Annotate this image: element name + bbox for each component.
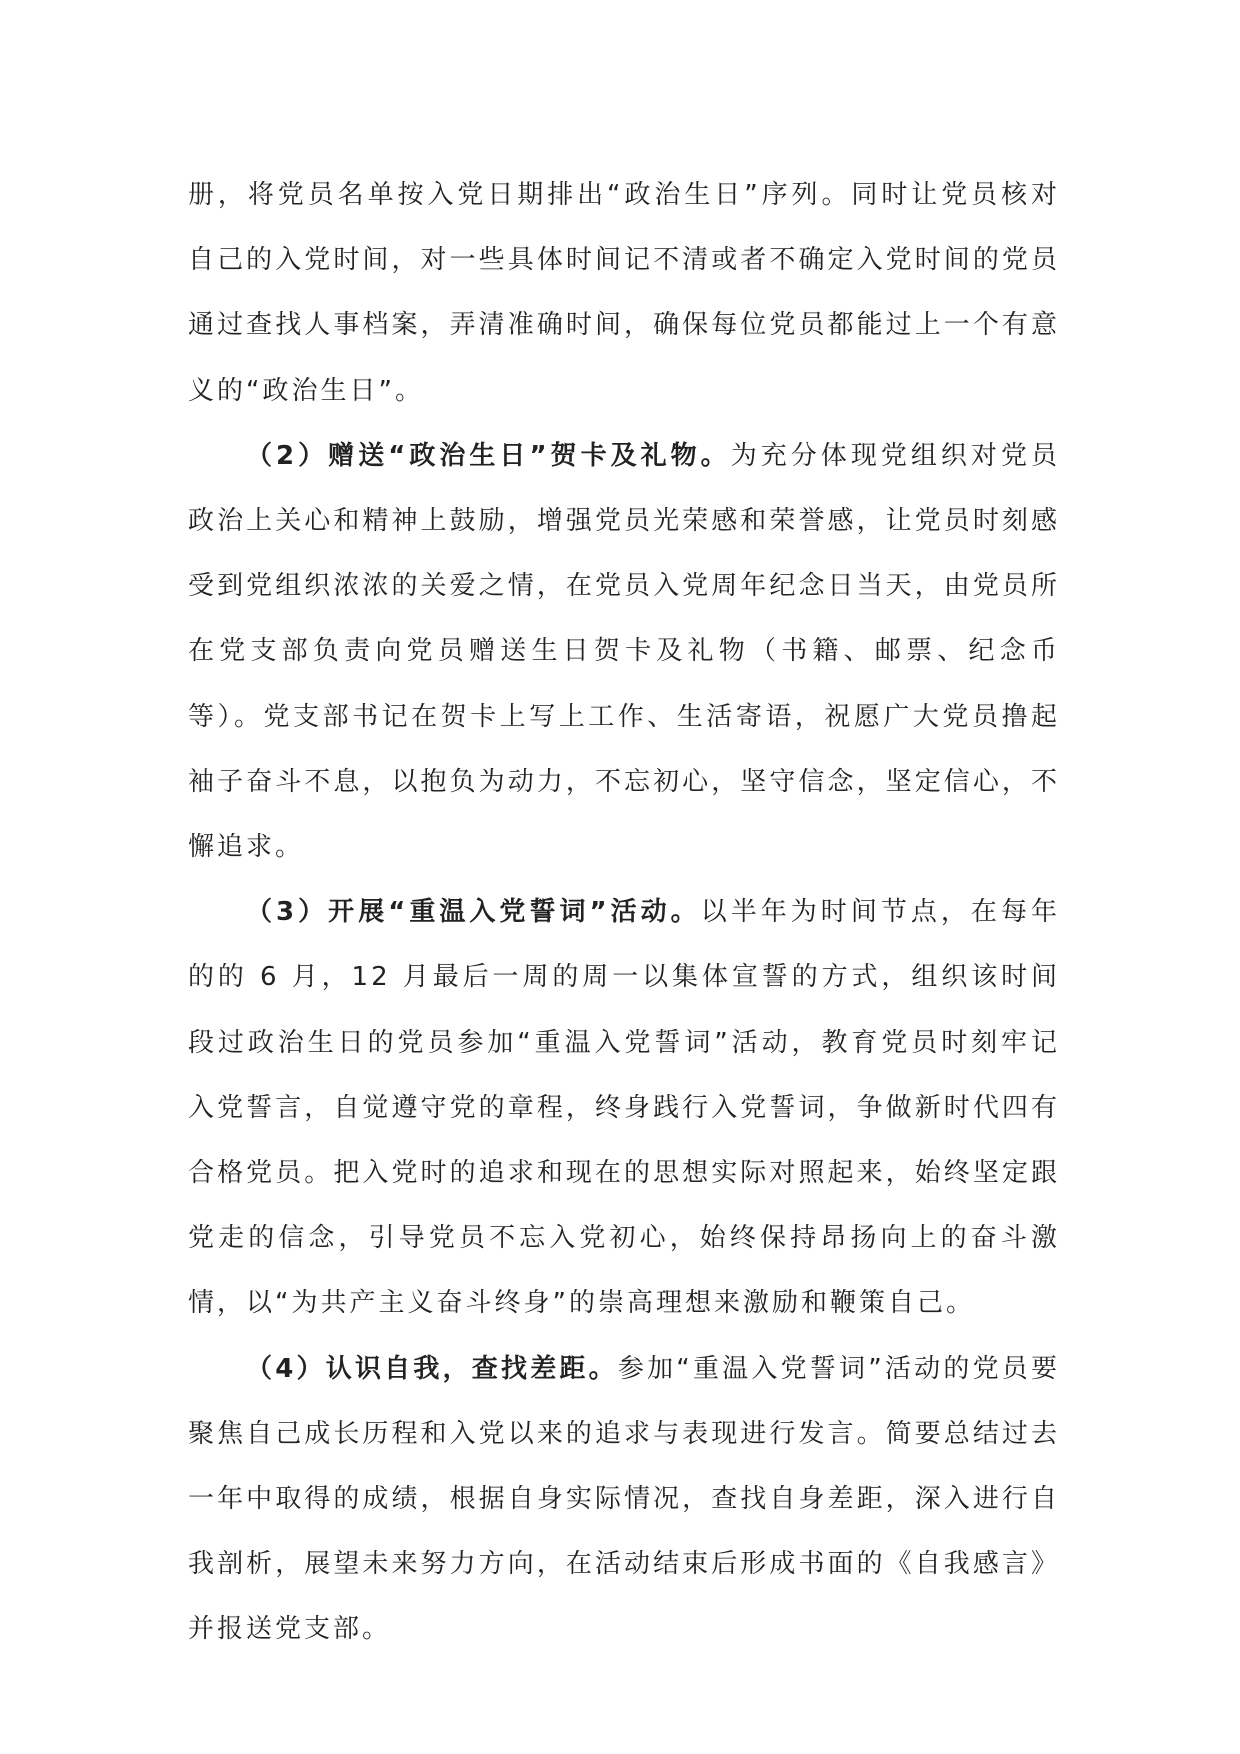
paragraph-heading: （4）认识自我，查找差距。 [246, 1353, 618, 1384]
document-page [188, 163, 1060, 1663]
paragraph-text: 参加“重温入党誓词”活动的党员要聚焦自己成长历程和入党以来的追求与表现进行发言。简要总结过去一年中取得的成绩，根据自身实际情况，查找自身差距，深入进行自我剖析，展望未来努力方向，在活动结束后形成书面的《自我感言》并报送党支部。 [188, 1353, 1060, 1645]
paragraph-text: 册，将党员名单按入党日期排出“政治生日”序列。同时让党员核对自己的入党时间，对一些具体时间记不清或者不确定入党时间的党员通过查找人事档案，弄清准确时间，确保每位党员都能过上一个有意义的“政治生日”。 [188, 180, 1060, 406]
paragraph-heading: （2）赠送“政治生日”贺卡及礼物。 [246, 440, 731, 471]
paragraph-oath-activity [188, 880, 1060, 1336]
paragraph-text: 为充分体现党组织对党员政治上关心和精神上鼓励，增强党员光荣感和荣誉感，让党员时刻感受到党组织浓浓的关爱之情，在党员入党周年纪念日当天，由党员所在党支部负责向党员赠送生日贺卡及礼物（书籍、邮票、纪念币等）。党支部书记在贺卡上写上工作、生活寄语，祝愿广大党员撸起袖子奋斗不息，以抱负为动力，不忘初心，坚守信念，坚定信心，不懈追求。 [188, 440, 1060, 863]
paragraph-self-reflection [188, 1337, 1060, 1663]
paragraph-greeting-card [188, 424, 1060, 880]
paragraph-continuation [188, 163, 1060, 424]
paragraph-heading: （3）开展“重温入党誓词”活动。 [246, 897, 701, 928]
paragraph-text: 以半年为时间节点，在每年的的 6 月，12 月最后一周的周一以集体宣誓的方式，组织该时间段过政治生日的党员参加“重温入党誓词”活动，教育党员时刻牢记入党誓言，自觉遵守党的章程，终身践行入党誓词，争做新时代四有合格党员。把入党时的追求和现在的思想实际对照起来，始终坚定跟党走的信念，引导党员不忘入党初心，始终保持昂扬向上的奋斗激情，以“为共产主义奋斗终身”的崇高理想来激励和鞭策自己。 [188, 897, 1060, 1319]
